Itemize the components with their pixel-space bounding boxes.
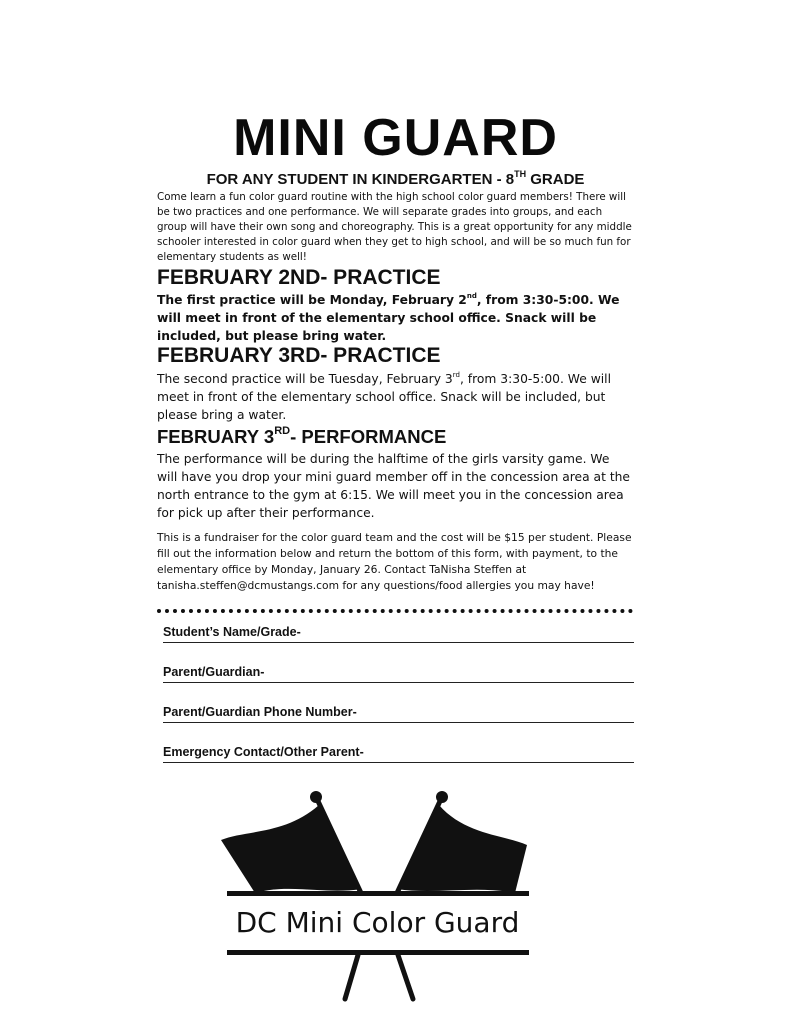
logo-text: DC Mini Color Guard — [235, 906, 520, 939]
section-heading-performance — [157, 425, 637, 449]
student-name-grade-field[interactable]: Student’s Name/Grade- — [163, 622, 634, 643]
section-heading-practice-2: FEBRUARY 3RD- PRACTICE — [157, 344, 441, 367]
heading-superscript: RD — [274, 425, 291, 437]
body-superscript: nd — [466, 292, 477, 300]
body-superscript: rd — [452, 371, 460, 379]
body-text: , from 3:30-5:00. We will meet in front of the elementary school office. Snack will be included, but please bring water. — [157, 293, 620, 343]
parent-phone-field[interactable]: Parent/Guardian Phone Number- — [163, 702, 634, 723]
section-body-practice-2 — [157, 370, 632, 424]
subtitle-text: FOR ANY STUDENT IN KINDERGARTEN - 8 — [206, 171, 515, 188]
body-text: The first practice will be Monday, February 2 — [157, 293, 467, 307]
section-body-practice-1 — [157, 291, 632, 345]
section-heading-practice-1: FEBRUARY 2ND- PRACTICE — [157, 266, 441, 289]
fundraiser-note: This is a fundraiser for the color guard team and the cost will be $15 per student. Please fill out the information below and return the bottom of this form, with payment, to the elementary office by Monday, January 26. Contact TaNisha Steffen at tanisha.steffen@dcmustangs.com for any questions/food allergies you may have! — [157, 531, 632, 592]
heading-text: FEBRUARY 3 — [157, 426, 275, 447]
section-body-performance: The performance will be during the halftime of the girls varsity game. We will have you drop your mini guard member off in the concession area at the north entrance to the gym at 6:15. We will meet you in the concession area for pick up after their performance. — [157, 452, 630, 520]
subtitle-tail: GRADE — [526, 171, 585, 188]
heading-text: - PERFORMANCE — [290, 426, 447, 447]
body-text: The second practice will be Tuesday, February 3 — [157, 372, 453, 386]
emergency-contact-field[interactable]: Emergency Contact/Other Parent- — [163, 742, 634, 763]
body-text: , from 3:30-5:00. We will meet in front of the elementary school office. Snack will be included, but please bring a water. — [157, 372, 611, 422]
page-subtitle — [0, 170, 791, 190]
parent-guardian-field[interactable]: Parent/Guardian- — [163, 662, 634, 683]
cut-line-divider — [157, 609, 633, 613]
page-title: MINI GUARD — [233, 109, 558, 167]
intro-paragraph: Come learn a fun color guard routine with the high school color guard members! There will be two practices and one performance. We will separate grades into groups, and each group will have their own song and choreography. This is a great opportunity for any middle schooler interested in color guard when they get to high school, and will be so much fun for elementary students as well! — [157, 191, 632, 263]
subtitle-superscript: TH — [514, 169, 527, 179]
crossed-flags-icon — [215, 785, 540, 1005]
